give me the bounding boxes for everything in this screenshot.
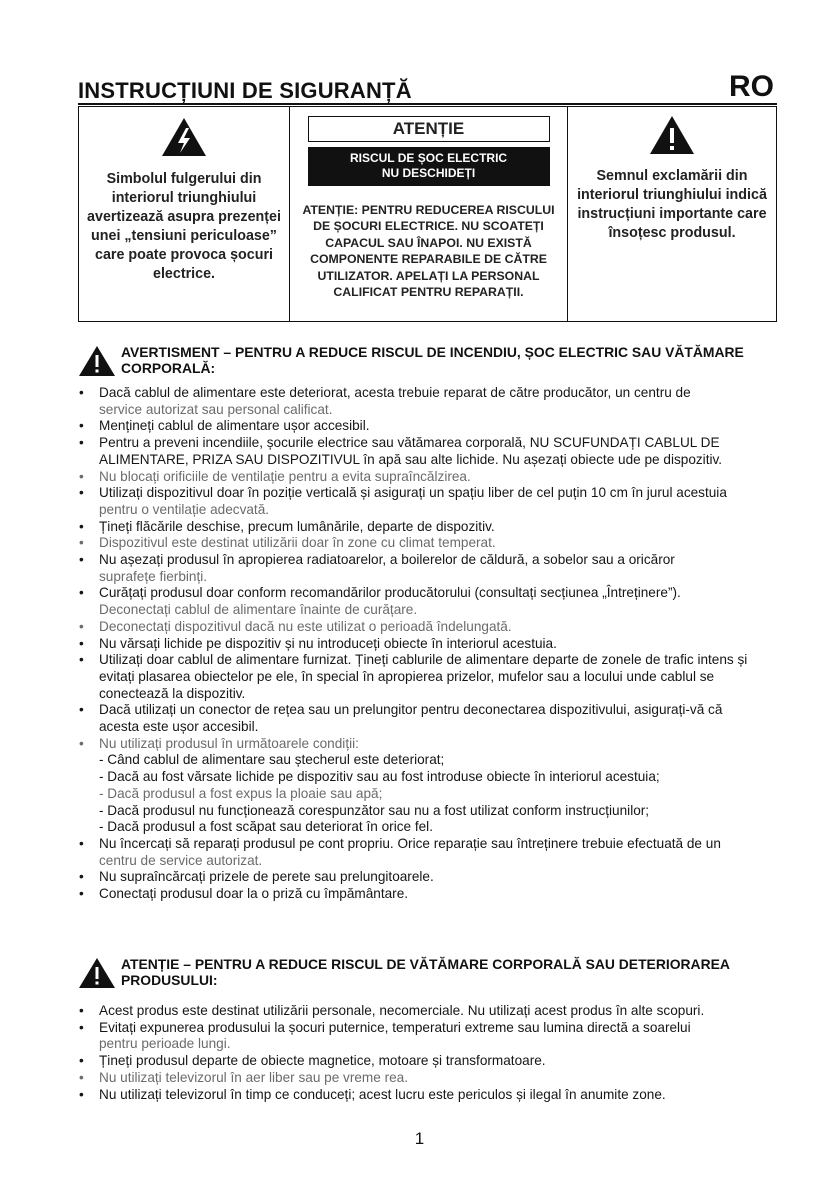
list-item <box>79 1003 779 1020</box>
attention-title: ATENȚIE <box>308 116 550 142</box>
bullet-point: • <box>79 418 84 434</box>
list-item <box>79 736 779 836</box>
attention-description: ATENȚIE: PENTRU REDUCEREA RISCULUI DE ȘOCURI ELECTRICE. NU SCOATEȚI CAPACUL SAU ÎNAPOI. NU EXISTĂ COMPONENTE REPARABILE DE CĂTRE UTILIZATOR. APELAȚI LA PERSONAL CALIFICAT PENTRU REPARAȚII. <box>302 203 555 300</box>
list-item <box>79 535 779 552</box>
bullet-point: • <box>79 468 84 484</box>
list-item-text: Conectați produsul doar la o priză cu împământare. <box>99 886 409 902</box>
bullet-point: • <box>79 1086 84 1102</box>
bullet-point: • <box>79 735 84 751</box>
bullet-point: • <box>79 1053 84 1069</box>
exclamation-cell <box>568 107 776 321</box>
list-item <box>79 1087 779 1104</box>
list-item <box>79 1053 779 1070</box>
sub-list-item: - Dacă produsul nu funcționează corespunzător sau nu a fost utilizat conform instrucțiunilor; <box>99 802 650 818</box>
caution-list <box>79 1003 779 1103</box>
title-underline <box>78 103 777 105</box>
list-item-light-text: Nu blocați orificiile de ventilație pentru a evita supraîncălzirea. <box>99 468 471 484</box>
list-item <box>79 619 779 636</box>
list-item-continuation: acesta este ușor accesibil. <box>99 719 259 735</box>
list-item-text: Acest produs este destinat utilizării personale, necomerciale. Nu utilizați acest produs în alte scopuri. <box>99 1003 705 1018</box>
warning-list <box>79 385 779 903</box>
list-item-text: Nu vărsați lichide pe dispozitiv și nu introduceți obiecte în interiorul acestuia. <box>99 635 557 651</box>
bullet-point: • <box>79 635 84 651</box>
list-item <box>79 636 779 653</box>
list-item <box>79 552 779 585</box>
exclamation-description: Semnul exclamării din interiorul triunghiului indică instrucțiuni importante care însoțesc produsul. <box>577 168 767 241</box>
sub-list-item: - Dacă au fost vărsate lichide pe dispozitiv sau au fost introduse obiecte în interiorul acestuia; <box>99 769 660 785</box>
list-item-light-text: centru de service autorizat. <box>99 852 263 868</box>
bullet-point: • <box>79 552 84 568</box>
list-item-light-text: Nu utilizați produsul în următoarele condiții: <box>99 735 359 751</box>
lightning-description: Simbolul fulgerului din interiorul triunghiului avertizează asupra prezenței unei „tensiuni periculoase” care poate provoca șocuri electrice. <box>87 171 281 282</box>
list-item <box>79 1020 779 1053</box>
list-item-text: Țineți produsul departe de obiecte magnetice, motoare și transformatoare. <box>99 1053 546 1069</box>
bullet-point: • <box>79 869 84 885</box>
bullet-point: • <box>79 835 84 851</box>
list-item <box>79 1070 779 1087</box>
list-item <box>79 435 779 468</box>
attention-cell <box>290 107 568 321</box>
list-item <box>79 385 779 418</box>
bullet-point: • <box>79 1003 84 1018</box>
safety-symbols-table <box>78 106 777 322</box>
bullet-point: • <box>79 1069 84 1085</box>
list-item-light-text: Deconectați cablul de alimentare înainte de curățare. <box>99 602 418 618</box>
list-item-text: Dacă cablul de alimentare este deteriorat, acesta trebuie reparat de către producător, un centru de <box>99 385 691 400</box>
list-item-text: Dacă utilizați un conector de rețea sau un prelungitor pentru deconectarea dispozitivului, asigurați-vă că <box>99 702 723 718</box>
list-item <box>79 652 779 702</box>
exclamation-warning-icon <box>649 115 695 155</box>
list-item-text: Utilizați dispozitivul doar în poziție verticală și asigurați un spațiu liber de cel puțin 10 cm în jurul acestuia <box>99 485 727 501</box>
caution-heading-text: ATENȚIE – PENTRU A REDUCE RISCUL DE VĂTĂMARE CORPORALĂ SAU DETERIORAREA PRODUSULUI: <box>121 956 730 988</box>
bullet-point: • <box>79 435 84 451</box>
list-item-light-text: Nu utilizați televizorul în aer liber sau pe vreme rea. <box>99 1069 409 1085</box>
list-item-text: Nu supraîncărcați prizele de perete sau prelungitoarele. <box>99 869 434 885</box>
list-item-text: Utilizați doar cablul de alimentare furnizat. Țineți cablurile de alimentare departe de zonele de trafic intens și evitați plasarea obiectelor pe ele, în special în apropierea prizelor, mufelor sau a locului unde cablul se conectează la dispozitiv. <box>99 652 748 701</box>
caution-heading <box>78 956 778 989</box>
bullet-point: • <box>79 518 84 534</box>
list-item-text: Țineți flăcările deschise, precum lumânările, departe de dispozitiv. <box>99 518 495 534</box>
caution-triangle-icon <box>78 957 116 989</box>
bullet-point: • <box>79 652 84 668</box>
list-item <box>79 485 779 518</box>
list-item-light-text: pentru o ventilație adecvată. <box>99 501 270 517</box>
list-item <box>79 585 779 618</box>
list-item <box>79 886 779 903</box>
sub-list-item: - Când cablul de alimentare sau ștecherul este deteriorat; <box>99 752 445 768</box>
bullet-point: • <box>79 535 84 551</box>
risk-line-1: RISCUL DE ȘOC ELECTRIC <box>349 151 508 165</box>
sub-list-item: - Dacă produsul a fost expus la ploaie sau apă; <box>99 785 383 801</box>
bullet-point: • <box>79 585 84 601</box>
list-item <box>79 418 779 435</box>
bullet-point: • <box>79 702 84 718</box>
bullet-point: • <box>79 886 84 902</box>
list-item-text: Pentru a preveni incendiile, șocurile electrice sau vătămarea corporală, NU SCUFUNDAȚI CABLUL DE ALIMENTARE, PRIZA SAU DISPOZITIVUL în apă sau alte lichide. Nu așezați obiecte ude pe dispozitiv. <box>99 435 723 467</box>
risk-banner <box>308 147 550 186</box>
list-item-text: Evitați expunerea produsului la șocuri puternice, temperaturi extreme sau lumina directă a soarelui <box>99 1019 691 1035</box>
sub-list-item: - Dacă produsul a fost scăpat sau deteriorat în orice fel. <box>99 819 433 835</box>
list-item-light-text: Deconectați dispozitivul dacă nu este utilizat o perioadă îndelungată. <box>99 618 512 634</box>
list-item-text: Nu încercați să reparați produsul pe cont propriu. Orice reparație sau întreținere trebuie efectuată de un <box>99 835 721 851</box>
list-item-light-text: pentru perioade lungi. <box>99 1036 231 1052</box>
list-item-text: Nu așezați produsul în apropierea radiatoarelor, a boilerelor de căldură, a sobelor sau a oricăror <box>99 552 675 568</box>
bullet-point: • <box>79 618 84 634</box>
bullet-point: • <box>79 385 84 400</box>
page-title: INSTRUCȚIUNI DE SIGURANȚĂ <box>78 78 412 103</box>
bullet-point: • <box>79 1019 84 1035</box>
list-item <box>79 702 779 735</box>
list-item <box>79 869 779 886</box>
list-item <box>79 519 779 536</box>
warning-heading <box>78 344 778 377</box>
list-item <box>79 836 779 869</box>
list-item-text: Mențineți cablul de alimentare ușor accesibil. <box>99 418 370 434</box>
warning-triangle-icon <box>78 345 116 377</box>
list-item-text: Curățați produsul doar conform recomandărilor producătorului (consultați secțiunea „Întreținere”). <box>99 585 681 601</box>
page-number: 1 <box>414 1129 425 1148</box>
lightning-cell <box>79 107 290 321</box>
bullet-point: • <box>79 485 84 501</box>
warning-heading-text: AVERTISMENT – PENTRU A REDUCE RISCUL DE INCENDIU, ȘOC ELECTRIC SAU VĂTĂMARE CORPORALĂ: <box>121 344 744 376</box>
list-item-light-text: Dispozitivul este destinat utilizării doar în zone cu climat temperat. <box>99 535 496 551</box>
list-item-light-text: suprafețe fierbinți. <box>99 568 208 584</box>
list-item <box>79 469 779 486</box>
risk-line-2: NU DESCHIDEȚI <box>381 166 476 180</box>
language-code: RO <box>729 70 774 103</box>
lightning-warning-icon <box>161 117 207 157</box>
list-item-text: Nu utilizați televizorul în timp ce conduceți; acest lucru este periculos și ilegal în anumite zone. <box>99 1086 666 1102</box>
list-item-light-text: service autorizat sau personal calificat. <box>99 401 333 417</box>
